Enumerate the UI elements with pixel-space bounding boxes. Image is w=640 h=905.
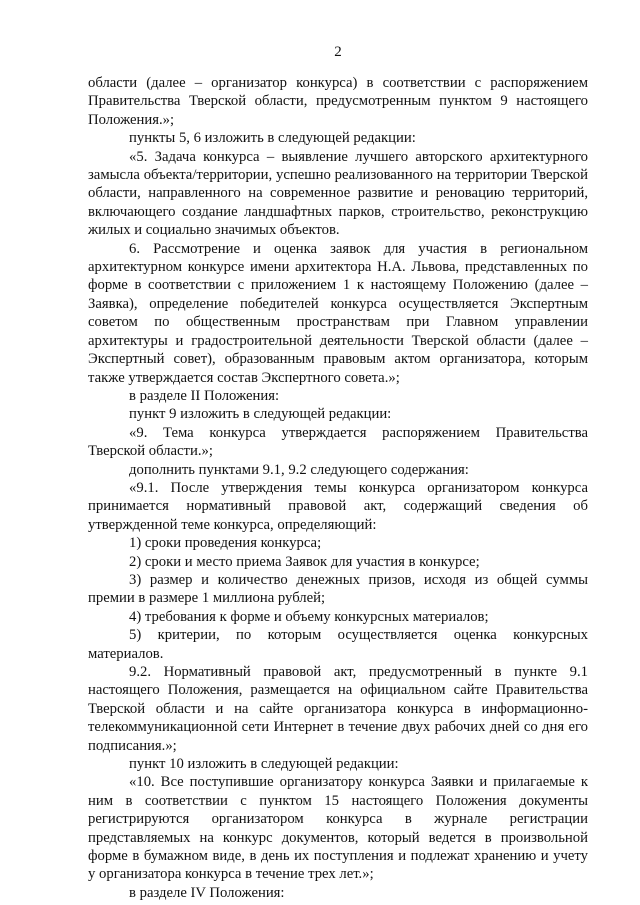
paragraph-amend-points-5-6: пункты 5, 6 изложить в следующей редакции: xyxy=(129,130,416,147)
paragraph-section-4: в разделе IV Положения: xyxy=(129,884,285,901)
paragraph-continuation: области (далее – организатор конкурса) в соответствии с распоряжением Правительства Тверской области, предусмотренным пунктом 9 настоящего Положения.»; xyxy=(88,75,588,128)
paragraph-point-10: «10. Все поступившие организатору конкурса Заявки и прилагаемые к ним в соответствии с пунктом 15 настоящего Положения документы регистрируются организатором конкурса в журнале регистрации представляемых на конкурс документов, который ведется в произвольной форме в бумажном виде, в день их поступления и подлежат хранению и учету у организатора конкурса в течение трех лет.»; xyxy=(88,774,588,883)
paragraph-amend-point-10: пункт 10 изложить в следующей редакции: xyxy=(129,756,399,773)
paragraph-point-9-1: «9.1. После утверждения темы конкурса организатором конкурса принимается нормативный правовой акт, содержащий сведения об утвержденной теме конкурса, определяющий: xyxy=(88,479,588,533)
paragraph-point-5: «5. Задача конкурса – выявление лучшего авторского архитектурного замысла объекта/территории, успешно реализованного на территории Тверской области, направленного на современное развитие и реновацию территорий, включающего создание ландшафтных парков, строительство, реконструкцию жилых и социально значимых объектов. xyxy=(88,148,588,239)
list-item-2: 2) сроки и место приема Заявок для участия в конкурсе; xyxy=(129,553,480,570)
paragraph-amend-point-9: пункт 9 изложить в следующей редакции: xyxy=(129,406,392,423)
page-number: 2 xyxy=(334,44,342,60)
list-item-3: 3) размер и количество денежных призов, исходя из общей суммы премии в размере 1 миллиона рублей; xyxy=(88,571,588,607)
document-body xyxy=(88,74,588,902)
list-item-4: 4) требования к форме и объему конкурсных материалов; xyxy=(129,608,489,625)
paragraph-point-9: «9. Тема конкурса утверждается распоряжением Правительства Тверской области.»; xyxy=(88,424,588,460)
list-item-1: 1) сроки проведения конкурса; xyxy=(129,535,322,552)
paragraph-point-6: 6. Рассмотрение и оценка заявок для участия в региональном архитектурном конкурсе имени архитектора Н.А. Львова, представленных по форме в соответствии с приложением 1 к настоящему Положению (далее – Заявка), определение победителей конкурса осуществляется Экспертным советом по общественным пространствам при Главном управлении архитектуры и градостроительной деятельности Тверской области (далее – Экспертный совет), образованным правовым актом организатора, которым также утверждается состав Экспертного совета.»; xyxy=(88,240,588,386)
paragraph-section-2: в разделе II Положения: xyxy=(129,387,280,404)
list-item-5: 5) критерии, по которым осуществляется оценка конкурсных материалов. xyxy=(88,627,588,662)
paragraph-point-9-2: 9.2. Нормативный правовой акт, предусмотренный в пункте 9.1 настоящего Положения, размещается на официальном сайте Правительства Тверской области и на сайте организатора конкурса в информационно-телекоммуникационной сети Интернет в течение двух рабочих дней со дня его подписания.»; xyxy=(88,664,588,754)
paragraph-add-points-9-1-9-2: дополнить пунктами 9.1, 9.2 следующего содержания: xyxy=(129,461,469,478)
